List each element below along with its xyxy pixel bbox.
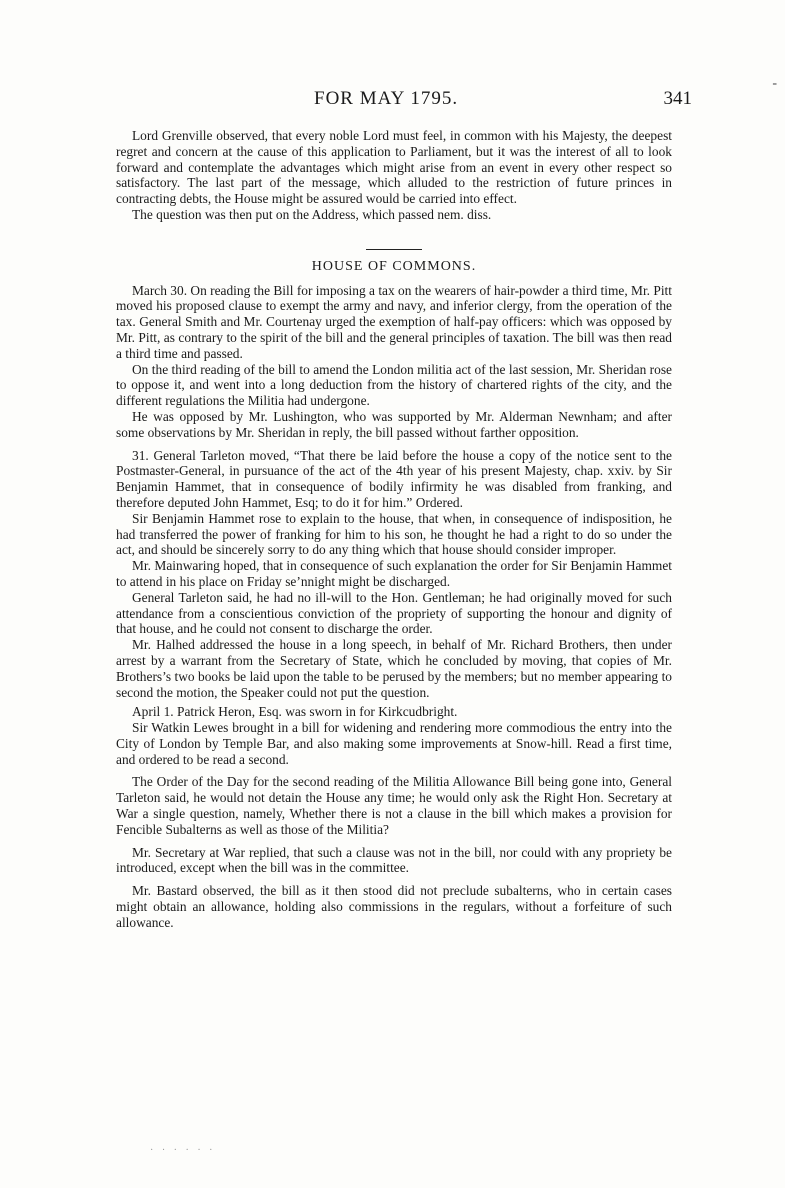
paragraph-grenville: Lord Grenville observed, that every noble Lord must feel, in common with his Majesty, the deepest regret and concern at the cause of this application to Parliament, but it was the interest of all to look forward and contemplate the advantages which might arise from an event in every other respect so satisfactory. The last part of the message, which alluded to the restriction of future princes in contracting debts, the House might be assured would be carried into effect. [116, 128, 672, 207]
paragraph-militia-act: On the third reading of the bill to amend the London militia act of the last session, Mr. Sheridan rose to oppose it, and went into a long deduction from the history of chartered rights of the city, and the different regulations the Militia had undergone. [116, 361, 672, 409]
paragraph-secretary-at-war: Mr. Secretary at War replied, that such a clause was not in the bill, nor could with any propriety be introduced, except when the bill was in the committee. [116, 844, 672, 876]
paragraph-halhed: Mr. Halhed addressed the house in a long speech, in behalf of Mr. Richard Brothers, then under arrest by a warrant from the Secretary of State, which he concluded by moving, that copies of Mr. Brothers’s two books be laid upon the table to be perused by the members; but no member appearing to second the motion, the Speaker could not put the question. [116, 637, 672, 700]
section-heading [116, 249, 672, 275]
section-title: HOUSE OF COMMONS. [311, 258, 477, 274]
paragraph-lushington: He was opposed by Mr. Lushington, who was supported by Mr. Alderman Newnham; and after some observations by Mr. Sheridan in reply, the bill passed without farther opposition. [116, 408, 672, 440]
paragraph-militia-allowance: The Order of the Day for the second reading of the Militia Allowance Bill being gone into, General Tarleton said, he would not detain the House any time; he would only ask the Right Hon. Secretary at War a single question, namely, Whether there is not a clause in the bill which makes a provision for Fencible Subalterns as well as those of the Militia? [116, 774, 672, 837]
paragraph-31-tarleton: 31. General Tarleton moved, “That there be laid before the house a copy of the notice sent to the Postmaster-General, in pursuance of the act of the 4th year of his present Majesty, chap. xxiv. by Sir Benjamin Hammet, that in consequence of bodily infirmity he was disabled from franking, and therefore deputed John Hammet, Esq; to do it for him.” Ordered. [116, 447, 672, 510]
paragraph-bastard: Mr. Bastard observed, the bill as it then stood did not preclude subalterns, who in certain cases might obtain an allowance, holding also commissions in the regulars, without a forfeiture of such allowance. [116, 883, 672, 930]
paragraph-april-1: April 1. Patrick Heron, Esq. was sworn in for Kirkcudbright. [132, 704, 458, 720]
paragraph-address-passed: The question was then put on the Address, which passed nem. diss. [132, 206, 492, 222]
paragraph-hammet-explains: Sir Benjamin Hammet rose to explain to the house, that when, in consequence of indisposition, he had transferred the power of franking for him to his son, he thought he had a right to do so under the act, and should be sincerely sorry to do any thing which that house should consider improper. [116, 510, 672, 558]
paragraph-watkin-lewes: Sir Watkin Lewes brought in a bill for widening and rendering more commodious the entry into the City of London by Temple Bar, and also making some improvements at Snow-hill. Read a first time, and ordered to be read a second. [116, 720, 672, 767]
body-text [116, 128, 672, 931]
page-bottom-smudge: · · · · · · [150, 1145, 216, 1156]
section-rule [366, 249, 422, 250]
page-header [116, 88, 692, 112]
paragraph-tarleton-reply: General Tarleton said, he had no ill-will to the Hon. Gentleman; he had originally moved for such attendance from a conscientious conviction of the propriety of supporting the honour and dignity of that house, and he could not consent to discharge the order. [116, 589, 672, 637]
paragraph-march-30: March 30. On reading the Bill for imposing a tax on the wearers of hair-powder a third time, Mr. Pitt moved his proposed clause to exempt the army and navy, and inferior clergy, from the operation of the tax. General Smith and Mr. Courtenay urged the exemption of half-pay officers: which was opposed by Mr. Pitt, as contrary to the spirit of the bill and the general principles of taxation. The bill was then read a third time and passed. [116, 282, 672, 361]
paragraph-mainwaring: Mr. Mainwaring hoped, that in consequence of such explanation the order for Sir Benjamin Hammet to attend in his place on Friday se’nnight might be discharged. [116, 558, 672, 589]
edge-mark: - [772, 76, 777, 91]
page-number: 341 [663, 88, 692, 109]
running-head: FOR MAY 1795. [314, 88, 459, 109]
